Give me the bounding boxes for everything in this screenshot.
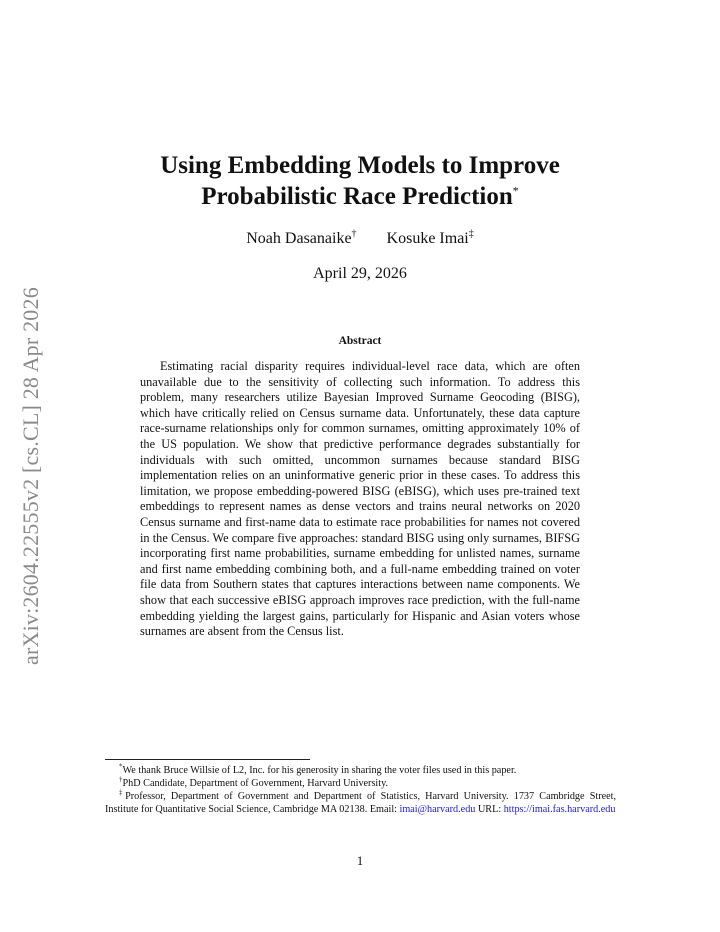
footnote-mark: * <box>119 762 123 771</box>
author-dasanaike <box>246 230 356 248</box>
title-footnote-mark: * <box>512 183 519 198</box>
author-footnote-mark: ‡ <box>468 228 474 240</box>
footnote-mark: ‡ <box>119 788 126 797</box>
paper-title <box>100 150 620 212</box>
author-footnote-mark: † <box>351 228 357 240</box>
footnote-acknowledgement <box>105 764 616 777</box>
title-line-2: Probabilistic Race Prediction <box>201 183 513 210</box>
url-label: URL: <box>475 804 504 815</box>
page-number: 1 <box>356 853 364 868</box>
footnote-author-imai <box>105 790 616 816</box>
footnote-text: Professor, Department of Government and Department of Statistics, Harvard University. 1737 Cambridge Street, Institute for Quantitative Social Science, Cambridge MA 02138. Email: <box>105 791 617 815</box>
footnote-text: We thank Bruce Willsie of L2, Inc. for his generosity in sharing the voter files used in this paper. <box>122 765 517 776</box>
author-imai <box>387 230 474 248</box>
footnote-author-dasanaike <box>105 777 616 790</box>
author-name: Noah Dasanaike <box>246 230 352 247</box>
title-line-1: Using Embedding Models to Improve <box>160 152 560 179</box>
footnote-text: PhD Candidate, Department of Government, Harvard University. <box>122 778 389 789</box>
author-name: Kosuke Imai <box>386 230 469 247</box>
author-list <box>100 230 620 248</box>
abstract-heading: Abstract <box>338 335 382 347</box>
paper-date: April 29, 2026 <box>313 265 407 282</box>
footnotes <box>105 764 616 816</box>
homepage-link[interactable]: https://imai.fas.harvard.edu <box>503 804 616 815</box>
footnote-mark: † <box>119 775 123 784</box>
email-link[interactable]: imai@harvard.edu <box>399 804 476 815</box>
footnote-divider <box>105 759 310 760</box>
arxiv-identifier-stamp: arXiv:2604.22555v2 [cs.CL] 28 Apr 2026 <box>18 287 43 665</box>
abstract-text: Estimating racial disparity requires individual-level race data, which are often unavailable due to the sensitivity of collecting such information. To address this problem, many researchers utilize Bayesian Improved Surname Geocoding (BISG), which have critically relied on Census surname data. Unfortunately, these data capture race-surname relationships only for common surnames, omitting approximately 10% of the US population. We show that predictive performance degrades substantially for individuals with such omitted, uncommon surnames because standard BISG implementation relies on an uninformative generic prior in these cases. To address this limitation, we propose embedding-powered BISG (eBISG), which uses pre-trained text embeddings to represent names as dense vectors and trains neural networks on 2020 Census surname and first-name data to estimate race probabilities for names not covered in the Census. We compare five approaches: standard BISG using only surnames, BIFSG incorporating first name probabilities, surname embedding for unlisted names, surname and first name embedding combining both, and a full-name embedding trained on voter file data from Southern states that captures interactions between name components. We show that each successive eBISG approach improves race prediction, with the full-name embedding yielding the largest gains, particularly for Hispanic and Asian voters whose surnames are absent from the Census list. <box>140 359 580 639</box>
